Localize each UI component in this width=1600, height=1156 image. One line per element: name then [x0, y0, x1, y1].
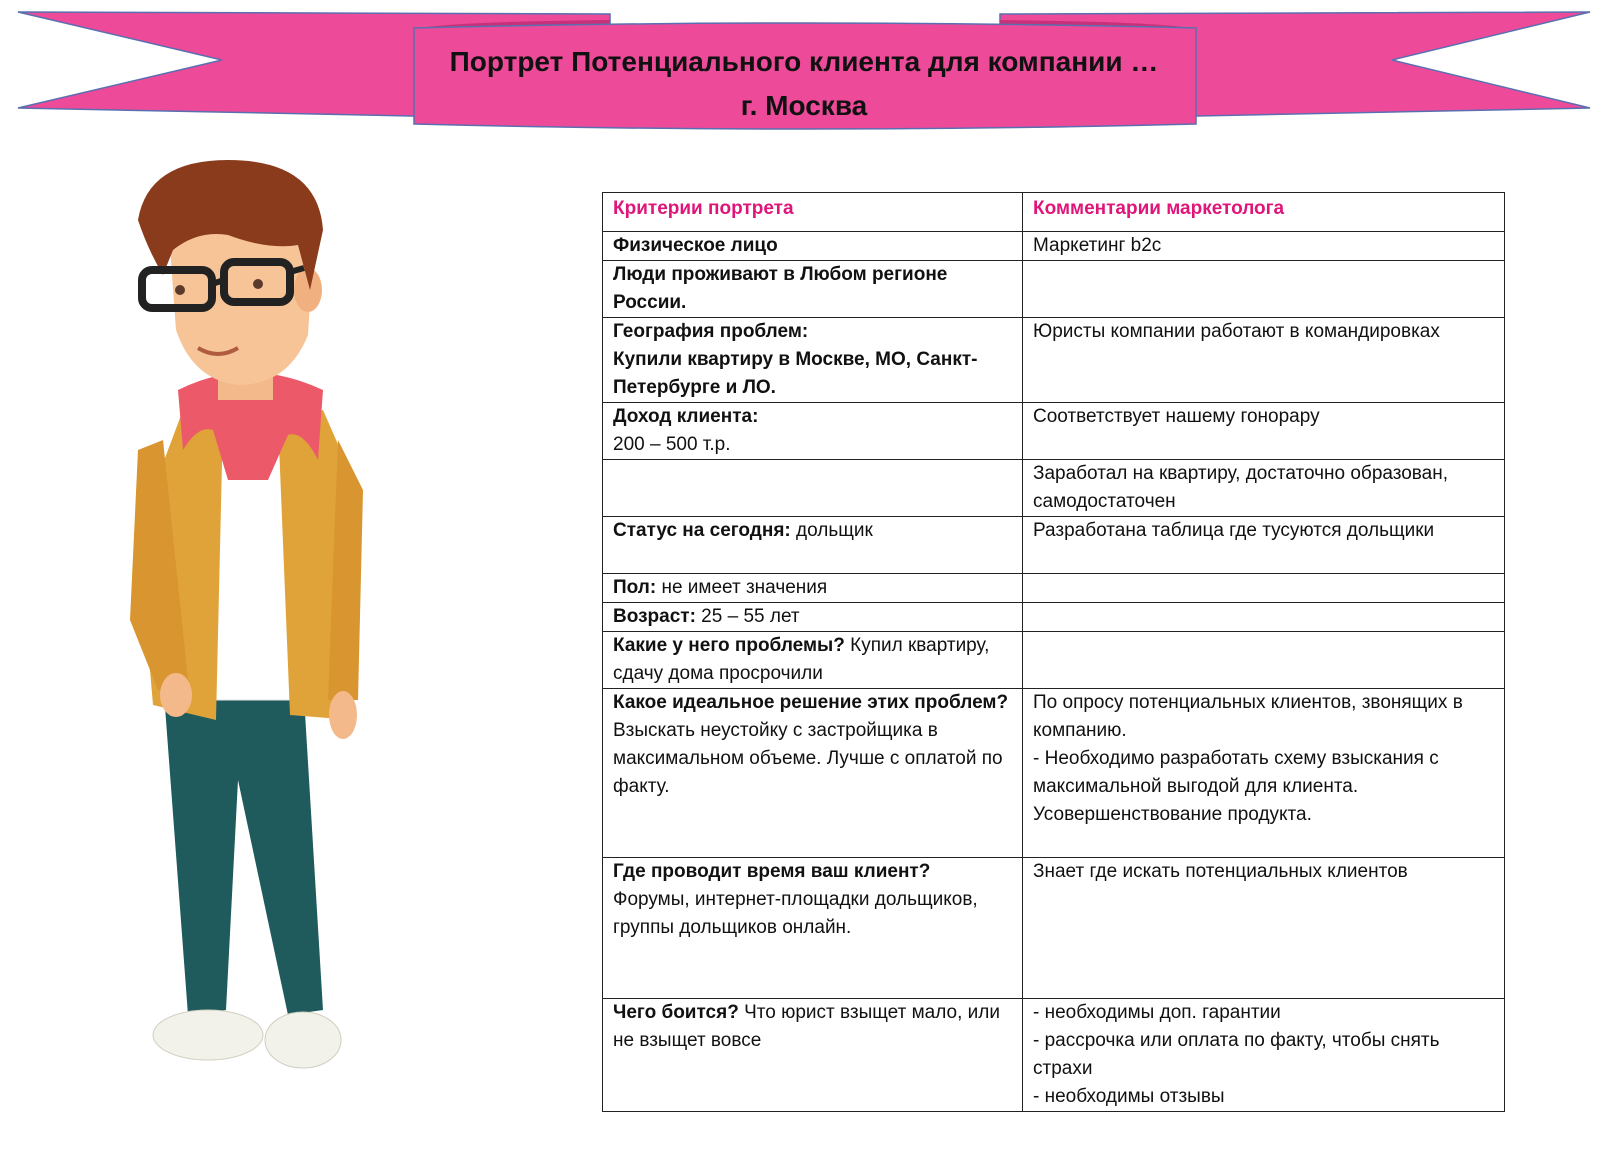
table-row	[603, 689, 1505, 858]
criteria-cell	[603, 858, 1023, 999]
criteria-cell	[603, 689, 1023, 858]
comment-cell: Соответствует нашему гонорару	[1023, 403, 1505, 460]
table-header-row	[603, 193, 1505, 232]
glasses-arm	[290, 268, 304, 272]
table-row	[603, 999, 1505, 1112]
comment-cell: Маркетинг b2c	[1023, 232, 1505, 261]
left-shoe	[153, 1010, 263, 1060]
right-eye	[253, 279, 263, 289]
comment-cell: По опросу потенциальных клиентов, звонящих в компанию. - Необходимо разработать схему взыскания с максимальной выгодой для клиента. Усовершенствование продукта.	[1023, 689, 1505, 858]
criteria-label: География проблем: Купили квартиру в Москве, МО, Санкт-Петербурге и ЛО.	[613, 321, 978, 398]
table-row	[603, 574, 1505, 603]
criteria-label: Возраст:	[613, 606, 696, 627]
table-row	[603, 603, 1505, 632]
comment-cell	[1023, 574, 1505, 603]
criteria-cell	[603, 232, 1023, 261]
criteria-cell	[603, 318, 1023, 403]
right-shoe	[265, 1012, 341, 1068]
table-row	[603, 460, 1505, 517]
criteria-cell	[603, 517, 1023, 574]
glasses-bridge	[212, 280, 224, 284]
criteria-label: Физическое лицо	[613, 235, 778, 256]
comment-cell: Знает где искать потенциальных клиентов	[1023, 858, 1505, 999]
criteria-label: Люди проживают в Любом регионе России.	[613, 264, 948, 313]
criteria-text: Форумы, интернет-площадки дольщиков, группы дольщиков онлайн.	[613, 889, 978, 938]
comment-cell: Разработана таблица где тусуются дольщики	[1023, 517, 1505, 574]
criteria-label: Доход клиента:	[613, 406, 759, 427]
title-line-1: Портрет Потенциального клиента для компании …	[449, 46, 1159, 77]
criteria-label: Пол:	[613, 577, 657, 598]
comment-cell: - необходимы доп. гарантии - рассрочка или оплата по факту, чтобы снять страхи - необходимы отзывы	[1023, 999, 1505, 1112]
header-criteria: Критерии портрета	[603, 193, 1023, 232]
criteria-text: Взыскать неустойку с застройщика в максимальном объеме. Лучше с оплатой по факту.	[613, 720, 1003, 797]
criteria-cell	[603, 603, 1023, 632]
comment-cell: Заработал на квартиру, достаточно образован, самодостаточен	[1023, 460, 1505, 517]
criteria-label: Какое идеальное решение этих проблем?	[613, 692, 1009, 713]
criteria-text: дольщик	[790, 520, 873, 541]
table-row	[603, 517, 1505, 574]
criteria-text: не имеет значения	[656, 577, 828, 598]
young-man-illustration	[118, 160, 378, 1120]
header-comments: Комментарии маркетолога	[1023, 193, 1505, 232]
left-hand	[160, 673, 192, 717]
criteria-label: Чего боится?	[613, 1002, 739, 1023]
table-row	[603, 261, 1505, 318]
criteria-text: Что юрист взыщет мало, или не взыщет вовсе	[613, 1002, 1000, 1051]
criteria-label: Где проводит время ваш клиент?	[613, 861, 931, 882]
comment-cell	[1023, 603, 1505, 632]
criteria-text: 25 – 55 лет	[695, 606, 800, 627]
table-row	[603, 318, 1505, 403]
criteria-cell	[603, 632, 1023, 689]
criteria-cell	[603, 403, 1023, 460]
trousers	[163, 680, 323, 1015]
criteria-label: Статус на сегодня:	[613, 520, 791, 541]
left-eye	[175, 285, 185, 295]
comment-cell	[1023, 632, 1505, 689]
table-row	[603, 232, 1505, 261]
criteria-cell	[603, 574, 1023, 603]
title-line-2: г. Москва	[740, 90, 868, 121]
table-row	[603, 403, 1505, 460]
criteria-text: Купил квартиру, сдачу дома просрочили	[613, 635, 990, 684]
criteria-text: 200 – 500 т.р.	[613, 434, 731, 455]
criteria-cell	[603, 261, 1023, 318]
client-portrait-table	[602, 192, 1505, 1112]
comment-cell	[1023, 261, 1505, 318]
page-title	[414, 40, 1194, 128]
comment-cell: Юристы компании работают в командировках	[1023, 318, 1505, 403]
right-hand	[329, 691, 357, 739]
table-row	[603, 632, 1505, 689]
criteria-cell	[603, 999, 1023, 1112]
criteria-cell	[603, 460, 1023, 517]
criteria-label: Какие у него проблемы?	[613, 635, 845, 656]
table-row	[603, 858, 1505, 999]
